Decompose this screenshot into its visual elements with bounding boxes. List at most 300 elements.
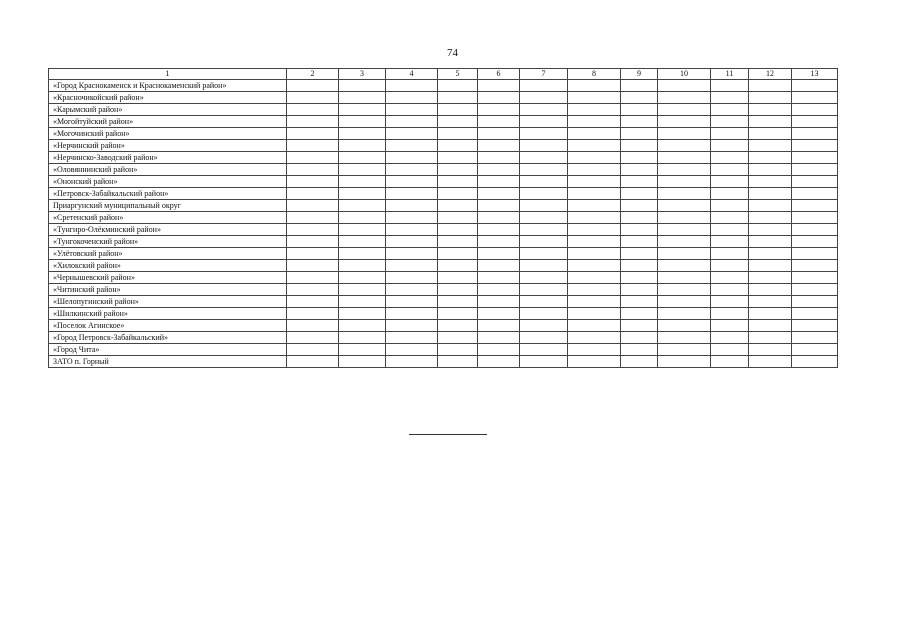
table-cell xyxy=(478,260,520,272)
table-cell xyxy=(438,248,478,260)
table-cell xyxy=(520,140,568,152)
table-cell xyxy=(658,152,711,164)
table-cell xyxy=(711,248,749,260)
table-cell xyxy=(792,176,838,188)
table-cell xyxy=(438,296,478,308)
table-cell xyxy=(520,224,568,236)
table-cell xyxy=(520,236,568,248)
table-cell xyxy=(520,248,568,260)
table-cell xyxy=(520,92,568,104)
table-cell xyxy=(711,296,749,308)
table-row xyxy=(49,104,838,116)
table-cell xyxy=(749,80,792,92)
table-cell xyxy=(711,212,749,224)
table-cell xyxy=(568,248,621,260)
table-cell xyxy=(711,260,749,272)
table-cell xyxy=(386,116,438,128)
table-cell xyxy=(792,356,838,368)
district-name: «Сретенский район» xyxy=(49,212,287,224)
table-cell xyxy=(711,80,749,92)
table-cell xyxy=(478,272,520,284)
table-cell xyxy=(438,116,478,128)
table-cell xyxy=(621,212,658,224)
table-cell xyxy=(621,236,658,248)
table-cell xyxy=(438,128,478,140)
table-cell xyxy=(621,80,658,92)
table-cell xyxy=(386,248,438,260)
column-header: 8 xyxy=(568,69,621,80)
table-cell xyxy=(287,92,339,104)
table-cell xyxy=(658,320,711,332)
table-row xyxy=(49,92,838,104)
district-name: «Шелопугинский район» xyxy=(49,296,287,308)
table-row xyxy=(49,140,838,152)
table-cell xyxy=(339,296,386,308)
district-name: «Могочинский район» xyxy=(49,128,287,140)
table-cell xyxy=(792,140,838,152)
table-cell xyxy=(287,344,339,356)
table-cell xyxy=(568,152,621,164)
table-cell xyxy=(658,188,711,200)
table-cell xyxy=(568,284,621,296)
district-name: ЗАТО п. Горный xyxy=(49,356,287,368)
table-cell xyxy=(568,176,621,188)
table-cell xyxy=(749,248,792,260)
table-cell xyxy=(658,296,711,308)
table-cell xyxy=(287,164,339,176)
table-cell xyxy=(749,128,792,140)
table-row xyxy=(49,260,838,272)
table-cell xyxy=(438,332,478,344)
table-row xyxy=(49,212,838,224)
table-cell xyxy=(621,140,658,152)
table-cell xyxy=(792,128,838,140)
table-cell xyxy=(478,212,520,224)
table-cell xyxy=(287,176,339,188)
table-cell xyxy=(658,260,711,272)
table-cell xyxy=(749,212,792,224)
table-cell xyxy=(386,92,438,104)
table-row xyxy=(49,128,838,140)
table-cell xyxy=(568,260,621,272)
table-cell xyxy=(287,188,339,200)
table-cell xyxy=(520,200,568,212)
table-cell xyxy=(749,176,792,188)
district-name: «Красночикойский район» xyxy=(49,92,287,104)
table-cell xyxy=(386,320,438,332)
table-cell xyxy=(711,128,749,140)
table-cell xyxy=(386,236,438,248)
header-row xyxy=(49,69,838,80)
district-name: «Улётовский район» xyxy=(49,248,287,260)
table-cell xyxy=(339,164,386,176)
table-cell xyxy=(339,188,386,200)
table-cell xyxy=(711,152,749,164)
table-cell xyxy=(792,296,838,308)
table-cell xyxy=(621,164,658,176)
table-cell xyxy=(339,272,386,284)
table-cell xyxy=(749,320,792,332)
table-cell xyxy=(478,308,520,320)
table-cell xyxy=(438,200,478,212)
table-row xyxy=(49,272,838,284)
table-cell xyxy=(792,104,838,116)
table-cell xyxy=(711,92,749,104)
table-cell xyxy=(438,140,478,152)
table-cell xyxy=(658,128,711,140)
table-cell xyxy=(621,224,658,236)
table-cell xyxy=(621,272,658,284)
table-cell xyxy=(792,332,838,344)
table-cell xyxy=(438,104,478,116)
table-cell xyxy=(386,80,438,92)
table-cell xyxy=(438,344,478,356)
table-cell xyxy=(792,164,838,176)
table-cell xyxy=(438,356,478,368)
table-cell xyxy=(520,188,568,200)
table-row xyxy=(49,332,838,344)
table-cell xyxy=(621,248,658,260)
table-cell xyxy=(478,80,520,92)
table-cell xyxy=(711,116,749,128)
table-cell xyxy=(478,92,520,104)
district-name: «Читинский район» xyxy=(49,284,287,296)
table-cell xyxy=(621,332,658,344)
table-cell xyxy=(478,236,520,248)
table-cell xyxy=(287,308,339,320)
table-cell xyxy=(749,188,792,200)
table-cell xyxy=(339,344,386,356)
table-cell xyxy=(287,224,339,236)
table-cell xyxy=(520,320,568,332)
table-cell xyxy=(438,80,478,92)
table-cell xyxy=(658,92,711,104)
table-row xyxy=(49,80,838,92)
table-cell xyxy=(792,284,838,296)
table-cell xyxy=(568,164,621,176)
table-cell xyxy=(386,104,438,116)
table-row xyxy=(49,236,838,248)
table-cell xyxy=(287,236,339,248)
table-cell xyxy=(438,152,478,164)
table-cell xyxy=(386,212,438,224)
table-cell xyxy=(658,212,711,224)
column-header: 11 xyxy=(711,69,749,80)
table-cell xyxy=(792,236,838,248)
table-cell xyxy=(386,284,438,296)
table-cell xyxy=(287,212,339,224)
table-cell xyxy=(520,272,568,284)
table-cell xyxy=(287,140,339,152)
table-cell xyxy=(287,356,339,368)
district-name: «Оловяннинский район» xyxy=(49,164,287,176)
table-cell xyxy=(478,200,520,212)
table-cell xyxy=(438,92,478,104)
table-cell xyxy=(621,284,658,296)
table-cell xyxy=(568,212,621,224)
table-cell xyxy=(621,200,658,212)
table-cell xyxy=(386,128,438,140)
table-cell xyxy=(621,356,658,368)
table-cell xyxy=(749,344,792,356)
table-cell xyxy=(520,176,568,188)
page-number: 74 xyxy=(447,47,458,59)
table-cell xyxy=(658,272,711,284)
table-cell xyxy=(658,284,711,296)
table-cell xyxy=(520,284,568,296)
table-cell xyxy=(621,104,658,116)
table-cell xyxy=(749,164,792,176)
column-header: 3 xyxy=(339,69,386,80)
table-cell xyxy=(478,104,520,116)
table-cell xyxy=(568,332,621,344)
column-header: 4 xyxy=(386,69,438,80)
table-cell xyxy=(658,80,711,92)
column-header: 6 xyxy=(478,69,520,80)
table-cell xyxy=(749,236,792,248)
table-cell xyxy=(438,188,478,200)
column-header: 7 xyxy=(520,69,568,80)
table-cell xyxy=(792,260,838,272)
table-cell xyxy=(478,332,520,344)
table-cell xyxy=(287,332,339,344)
table-cell xyxy=(792,116,838,128)
table-row xyxy=(49,176,838,188)
table-cell xyxy=(386,344,438,356)
table-cell xyxy=(568,272,621,284)
district-name: Приаргунский муниципальный округ xyxy=(49,200,287,212)
table-row xyxy=(49,320,838,332)
table-cell xyxy=(658,308,711,320)
table-cell xyxy=(438,260,478,272)
table-cell xyxy=(658,104,711,116)
table-cell xyxy=(711,320,749,332)
table-cell xyxy=(339,116,386,128)
table-cell xyxy=(438,212,478,224)
table-cell xyxy=(568,80,621,92)
table-cell xyxy=(568,140,621,152)
table-cell xyxy=(621,92,658,104)
table-cell xyxy=(339,140,386,152)
table-cell xyxy=(568,320,621,332)
table-cell xyxy=(386,224,438,236)
table-cell xyxy=(339,92,386,104)
table-cell xyxy=(386,260,438,272)
table-row xyxy=(49,356,838,368)
table-cell xyxy=(792,224,838,236)
table-cell xyxy=(568,236,621,248)
table-cell xyxy=(438,236,478,248)
district-name: «Город Краснокаменск и Краснокаменский район» xyxy=(49,80,287,92)
table-cell xyxy=(287,128,339,140)
table-cell xyxy=(520,80,568,92)
table-cell xyxy=(520,260,568,272)
table-cell xyxy=(792,152,838,164)
table-cell xyxy=(658,200,711,212)
column-header: 1 xyxy=(49,69,287,80)
table-cell xyxy=(478,248,520,260)
table-cell xyxy=(438,320,478,332)
table-cell xyxy=(749,284,792,296)
table-cell xyxy=(658,164,711,176)
table-cell xyxy=(711,308,749,320)
table-cell xyxy=(438,272,478,284)
table-cell xyxy=(621,176,658,188)
table-cell xyxy=(339,128,386,140)
table-cell xyxy=(520,356,568,368)
table-cell xyxy=(339,224,386,236)
column-header: 10 xyxy=(658,69,711,80)
table-cell xyxy=(478,356,520,368)
table-cell xyxy=(711,188,749,200)
table-cell xyxy=(621,320,658,332)
table-row xyxy=(49,200,838,212)
table-cell xyxy=(339,236,386,248)
table-cell xyxy=(339,332,386,344)
table-cell xyxy=(339,308,386,320)
closing-rule xyxy=(409,434,487,435)
table-cell xyxy=(792,308,838,320)
table-cell xyxy=(386,140,438,152)
table-row xyxy=(49,296,838,308)
table-cell xyxy=(339,80,386,92)
table-cell xyxy=(287,320,339,332)
table-row xyxy=(49,152,838,164)
table-cell xyxy=(339,200,386,212)
table-cell xyxy=(749,272,792,284)
table-cell xyxy=(568,188,621,200)
table-cell xyxy=(386,164,438,176)
table-cell xyxy=(478,140,520,152)
table-cell xyxy=(520,104,568,116)
table-cell xyxy=(658,224,711,236)
table-cell xyxy=(658,140,711,152)
table-cell xyxy=(386,296,438,308)
table-cell xyxy=(711,176,749,188)
table-cell xyxy=(438,284,478,296)
table-cell xyxy=(478,224,520,236)
district-name: «Нерчинско-Заводский район» xyxy=(49,152,287,164)
table-cell xyxy=(287,248,339,260)
table-cell xyxy=(478,344,520,356)
table-cell xyxy=(520,296,568,308)
table-cell xyxy=(711,344,749,356)
data-table xyxy=(48,68,838,368)
table-cell xyxy=(658,332,711,344)
column-header: 9 xyxy=(621,69,658,80)
district-name: «Чернышевский район» xyxy=(49,272,287,284)
table-cell xyxy=(711,224,749,236)
table-row xyxy=(49,164,838,176)
column-header: 13 xyxy=(792,69,838,80)
table-row xyxy=(49,248,838,260)
table-cell xyxy=(478,164,520,176)
table-cell xyxy=(520,344,568,356)
table-cell xyxy=(621,296,658,308)
table-cell xyxy=(792,212,838,224)
table-cell xyxy=(621,188,658,200)
district-name: «Тунгиро-Олёкминский район» xyxy=(49,224,287,236)
table-cell xyxy=(749,116,792,128)
table-cell xyxy=(478,284,520,296)
table-cell xyxy=(478,188,520,200)
table-cell xyxy=(386,308,438,320)
table-cell xyxy=(621,128,658,140)
table-cell xyxy=(520,164,568,176)
table-cell xyxy=(287,272,339,284)
table-cell xyxy=(711,104,749,116)
table-cell xyxy=(792,80,838,92)
table-cell xyxy=(339,320,386,332)
table-cell xyxy=(711,200,749,212)
table-cell xyxy=(621,308,658,320)
table-cell xyxy=(287,296,339,308)
table-row xyxy=(49,344,838,356)
table-cell xyxy=(438,176,478,188)
table-cell xyxy=(386,332,438,344)
district-name: «Ононский район» xyxy=(49,176,287,188)
table-cell xyxy=(792,320,838,332)
table-cell xyxy=(749,308,792,320)
table-row xyxy=(49,308,838,320)
table-cell xyxy=(749,296,792,308)
table-cell xyxy=(749,260,792,272)
district-name: «Нерчинский район» xyxy=(49,140,287,152)
table-cell xyxy=(438,308,478,320)
table-body xyxy=(49,80,838,368)
table-cell xyxy=(568,116,621,128)
table-cell xyxy=(478,320,520,332)
table-cell xyxy=(520,128,568,140)
district-name: «Хилокский район» xyxy=(49,260,287,272)
table-cell xyxy=(386,188,438,200)
column-header: 5 xyxy=(438,69,478,80)
table-cell xyxy=(438,224,478,236)
table-cell xyxy=(792,272,838,284)
table-cell xyxy=(621,116,658,128)
table-cell xyxy=(386,176,438,188)
table-cell xyxy=(749,104,792,116)
table-cell xyxy=(658,356,711,368)
table-cell xyxy=(478,128,520,140)
table-cell xyxy=(749,140,792,152)
table-row xyxy=(49,224,838,236)
table-cell xyxy=(711,140,749,152)
table-cell xyxy=(792,92,838,104)
district-name: «Поселок Агинское» xyxy=(49,320,287,332)
table-cell xyxy=(438,164,478,176)
district-name: «Город Чита» xyxy=(49,344,287,356)
table-cell xyxy=(339,176,386,188)
district-name: «Шилкинский район» xyxy=(49,308,287,320)
table-cell xyxy=(711,236,749,248)
table-cell xyxy=(749,332,792,344)
table-row xyxy=(49,116,838,128)
table-cell xyxy=(568,92,621,104)
table-cell xyxy=(749,92,792,104)
table-cell xyxy=(568,128,621,140)
table-cell xyxy=(621,344,658,356)
table-cell xyxy=(711,272,749,284)
table-cell xyxy=(658,116,711,128)
table-cell xyxy=(287,284,339,296)
table-cell xyxy=(478,116,520,128)
table-cell xyxy=(792,188,838,200)
table-row xyxy=(49,284,838,296)
table-cell xyxy=(520,116,568,128)
table-cell xyxy=(568,224,621,236)
table-cell xyxy=(339,248,386,260)
